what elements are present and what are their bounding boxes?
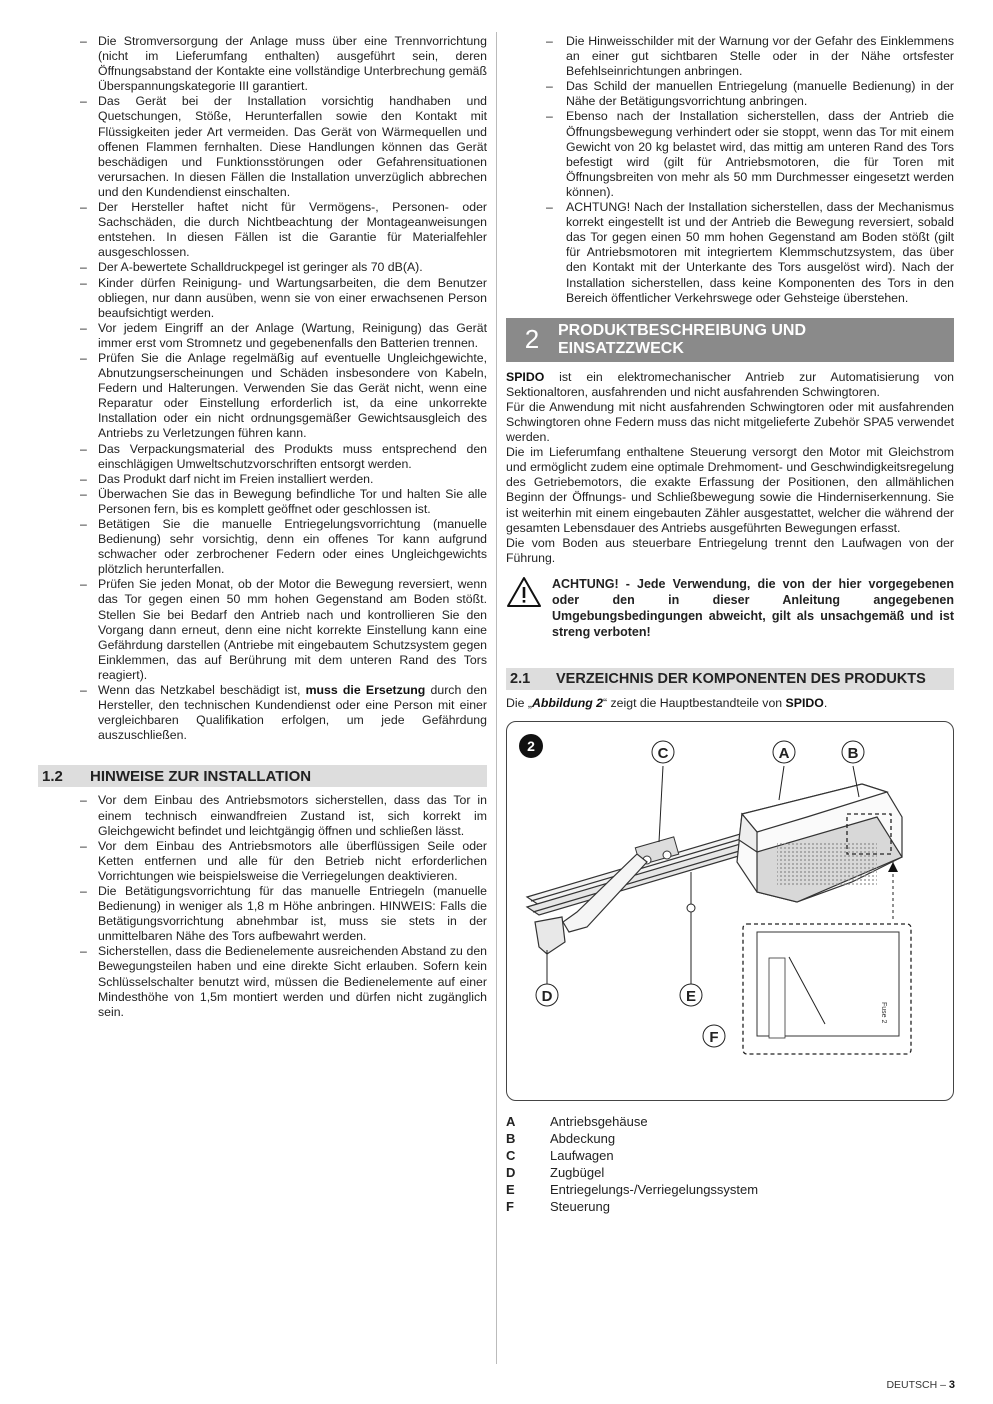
list-item: – Das Gerät bei der Installation vorsichtig handhaben und Quetschungen, Stöße, Herunterfallen sowie den Kontakt mit Flüssigkeiten jeder Art vermeiden. Das Gerät von Wärmequellen und offenen Flammen fernhalten. Diese Handlungen können das Gerät beschädigen und Funktionsstörungen oder Gefahrensituationen verursachen. In diesen Fällen die Installation unverzüglich abbrechen und den Kundendienst einschalten.	[38, 94, 487, 200]
product-illustration	[507, 722, 953, 1100]
paragraph: Die vom Boden aus steuerbare Entriegelung trennt den Laufwagen von der Führung.	[506, 535, 954, 565]
legend-row	[506, 1198, 954, 1215]
paragraph: Für die Anwendung mit nicht ausfahrenden Schwingtoren oder mit ausfahrenden Schwingtoren ohne Federn muss das nicht mitgelieferte Zubehör SPA5 verwendet werden.	[506, 399, 954, 445]
legend-key: C	[506, 1148, 516, 1163]
figure-number: 2	[527, 738, 535, 754]
legend-text: Antriebsgehäuse	[550, 1114, 648, 1129]
legend-key: E	[506, 1182, 515, 1197]
label-b: B	[847, 745, 859, 762]
label-e: E	[685, 988, 697, 1005]
list-item: – Das Verpackungsmaterial des Produkts muss entsprechend den einschlägigen Umweltschutzvorschriften entsorgt werden.	[38, 442, 487, 472]
warning-text: ACHTUNG! - Jede Verwendung, die von der hier vorgegebenen oder den in dieser Anleitung angegebenen Umgebungsbedingungen abweicht, gilt als unsachgemäß und ist streng verboten!	[552, 576, 954, 639]
text-run: “ zeigt die Hauptbestandteile von	[603, 695, 786, 710]
list-item: – Kinder dürfen Reinigung- und Wartungsarbeiten, die dem Benutzer obliegen, nur dann ausüben, wenn sie von einer erwachsenen Person beaufsichtigt werden.	[38, 276, 487, 321]
terminal-block	[769, 958, 785, 1038]
legend-text: Entriegelungs-/Verriegelungssystem	[550, 1182, 759, 1197]
page-number: 3	[948, 1379, 955, 1391]
chapter-number: 2	[524, 324, 540, 355]
list-item: – Betätigen Sie die manuelle Entriegelungsvorrichtung (manuelle Bedienung) sehr vorsichtig, denn ein offenes Tor kann aufgrund schwacher oder zerbrochener Federn oder eines Ungleichgewichts plötzlich herunterfallen.	[38, 517, 487, 577]
section-number: 1.2	[42, 767, 63, 785]
warning-icon	[506, 576, 546, 640]
warning-box	[506, 576, 954, 640]
intro-paragraph	[506, 370, 954, 400]
figure-reference: Abbildung 2	[531, 695, 604, 710]
text-run: Wenn das Netzkabel beschädigt ist,	[98, 683, 306, 698]
list-item: – Das Produkt darf nicht im Freien installiert werden.	[38, 472, 487, 487]
chapter-title-line-2: EINSATZZWECK	[558, 339, 684, 357]
board-label: Fuse 2	[880, 1002, 887, 1024]
legend-text: Zugbügel	[550, 1165, 605, 1180]
page-footer	[886, 1378, 955, 1393]
list-item: – Vor dem Einbau des Antriebsmotors alle überflüssigen Seile oder Ketten entfernen und alle für den Betrieb nicht erforderlichen Vorrichtungen wie beispielsweise die Verriegelungen deaktivieren.	[38, 839, 487, 884]
left-column	[38, 34, 487, 1020]
list-item: – Vor jedem Eingriff an der Anlage (Wartung, Reinigung) das Gerät immer erst vom Stromnetz und gegebenenfalls den Batterien trennen.	[38, 321, 487, 351]
text-run: ist ein elektromechanischer Antrieb zur Automatisierung von Sektionaltoren, ausfahrenden und nicht ausfahrenden Schwingtoren.	[506, 369, 954, 399]
label-f: F	[709, 1029, 719, 1046]
safety-list	[38, 34, 487, 743]
chapter-heading-2	[506, 318, 954, 362]
list-item: – Der Hersteller haftet nicht für Vermögens-, Personen- oder Sachschäden, die durch Nichtbeachtung der Montageanweisungen entstehen. In diesen Fällen ist die Garantie für Materialfehler ausgeschlossen.	[38, 200, 487, 260]
footer-language: DEUTSCH –	[886, 1379, 949, 1391]
column-divider	[496, 32, 497, 1364]
product-name: SPIDO	[506, 369, 545, 384]
legend-text: Abdeckung	[550, 1131, 616, 1146]
legend-key: B	[506, 1131, 516, 1146]
chapter-title-line-1: PRODUKTBESCHREIBUNG UND	[558, 321, 807, 339]
release-marker	[687, 904, 695, 912]
list-item: – Prüfen Sie die Anlage regelmäßig auf eventuelle Ungleichgewichte, Abnutzungserscheinungen und Schäden insbesondere von Kabeln, Federn und Halterungen. Verwenden Sie das Gerät nicht, wenn eine Reparatur oder Einstellung erforderlich ist, da eine unkorrekte Installation oder ein nicht ordnungsgemäßer Gewichtsausgleich des Antriebs zu Verletzungen führen kann.	[38, 351, 487, 442]
label-a: A	[778, 745, 790, 762]
figure-legend	[506, 1113, 954, 1215]
legend-text: Steuerung	[550, 1199, 610, 1214]
product-name: SPIDO	[785, 695, 824, 710]
section-title: VERZEICHNIS DER KOMPONENTEN DES PRODUKTS	[556, 670, 926, 687]
list-item: – Das Schild der manuellen Entriegelung (manuelle Bedienung) in der Nähe der Betätigungsvorrichtung anbringen.	[506, 79, 954, 109]
list-item: – ACHTUNG! Nach der Installation sicherstellen, dass der Mechanismus korrekt eingestellt ist und der Antrieb die Bewegung reversiert, sobald das Tor gegen einen 50 mm hohen Gegenstand am Boden stößt (gilt für Antriebsmotoren mit integriertem Klemmschutzsystem, das über den Kontakt mit der Unterkante des Tors ausgelöst wird). Nach der Installation sicherstellen, dass keine Komponenten des Tors in den Bereich öffentlicher Verkehrswege oder Gehsteige überstehen.	[506, 200, 954, 306]
list-item: – Vor dem Einbau des Antriebsmotors sicherstellen, dass das Tor in einem technisch einwandfreien Zustand ist, sich korrekt im Gleichgewicht befindet und leichtgängig öffnen und schließen lässt.	[38, 793, 487, 838]
installation-list	[38, 793, 487, 1019]
legend-text: Laufwagen	[550, 1148, 614, 1163]
legend-row	[506, 1147, 954, 1164]
legend-row	[506, 1113, 954, 1130]
chapter-title	[558, 322, 806, 358]
rail	[527, 832, 759, 915]
legend-key: D	[506, 1165, 516, 1180]
list-item: – Der A-bewertete Schalldruckpegel ist geringer als 70 dB(A).	[38, 260, 487, 275]
section-heading-1-2	[38, 765, 487, 787]
text-run: Die „	[506, 695, 532, 710]
text-run: durch den Hersteller, den technischen Kundendienst oder eine Person mit einer vergleichbaren Qualifikation erfolgen, um jede Gefährdung auszuschließen.	[98, 683, 487, 743]
label-d: D	[541, 988, 553, 1005]
section-title: HINWEISE ZUR INSTALLATION	[90, 767, 312, 785]
paragraph: Die im Lieferumfang enthaltene Steuerung versorgt den Motor mit Gleichstrom und ermöglicht zudem eine optimale Drehmoment- und Geschwindigkeitsregelung des Getriebemotors, die exakte Erfassung der Positionen, den allmählichen Beginn der Öffnungs- und Schließbewegung sowie die Hinderniserkennung. Sie ist weiterhin mit einem eingebauten Zähler ausgestattet, welcher die während der gesamten Lebensdauer des Antriebs ausgeführten Bewegungen erfasst.	[506, 445, 954, 535]
safety-list-continued	[506, 34, 954, 306]
section-heading-2-1	[506, 668, 954, 690]
legend-key: F	[506, 1199, 514, 1214]
section-number: 2.1	[510, 670, 531, 687]
legend-row	[506, 1130, 954, 1147]
text-run: .	[823, 695, 828, 710]
list-item: – Prüfen Sie jeden Monat, ob der Motor die Bewegung reversiert, wenn das Tor gegen einen 50 mm hohen Gegenstand am Boden stößt. Stellen Sie bei Bedarf den Antrieb nach und kontrollieren Sie den Vorgang dann erneut, denn eine nicht korrekte Einstellung kann eine Gefährdung darstellen (Antriebe mit eingebautem Schutzsystem gegen Einklemmen, das auf Berührung mit dem unteren Rand des Tors reagiert).	[38, 577, 487, 683]
legend-row	[506, 1181, 954, 1198]
legend-key: A	[506, 1114, 516, 1129]
list-item: – Ebenso nach der Installation sicherstellen, dass der Antrieb die Öffnungsbewegung verhindert oder sie stoppt, wenn das Tor mit einem Gewicht von 20 kg belastet wird, das mittig am unteren Rand des Tors befestigt wird (gilt für Antriebsmotoren, die für Toren mit Öffnungsbreiten von mehr als 50 mm Durchmesser eingesetzt werden können).	[506, 109, 954, 200]
list-item: – Die Hinweisschilder mit der Warnung vor der Gefahr des Einklemmens an einer gut sichtbaren Stelle oder in der Nähe ortsfester Befehlseinrichtungen anbringen.	[506, 34, 954, 79]
figure-intro	[506, 696, 954, 711]
list-item	[38, 683, 487, 743]
list-item: – Überwachen Sie das in Bewegung befindliche Tor und halten Sie alle Personen fern, bis es komplett geöffnet oder geschlossen ist.	[38, 487, 487, 517]
label-c: C	[657, 745, 669, 762]
figure-2	[506, 721, 954, 1101]
list-item: – Die Betätigungsvorrichtung für das manuelle Entriegeln (manuelle Bedienung) in weniger als 1,8 m Höhe anbringen. HINWEIS: Falls die Betätigungsvorrichtung abnehmbar ist, muss sie stets in der unmittelbaren Nähe des Tors aufbewahrt werden.	[38, 884, 487, 944]
list-item: – Die Stromversorgung der Anlage muss über eine Trennvorrichtung (nicht im Lieferumfang enthalten) ausgeführt sein, deren Öffnungsabstand der Kontakte eine vollständige Unterbrechung gemäß Überspannungskategorie III garantiert.	[38, 34, 487, 94]
vent-grid	[777, 842, 877, 887]
bold-run: muss die Ersetzung	[305, 683, 426, 698]
list-item: – Sicherstellen, dass die Bedienelemente ausreichenden Abstand zu den Bewegungsteilen haben und eine direkte Sicht erlauben. Sofern kein Schlüsselschalter benutzt wird, müssen die Bedienelemente auf einer Mindesthöhe von 1,5m montiert werden und dürfen nicht zugänglich sein.	[38, 944, 487, 1019]
legend-row	[506, 1164, 954, 1181]
right-column	[506, 34, 954, 1215]
